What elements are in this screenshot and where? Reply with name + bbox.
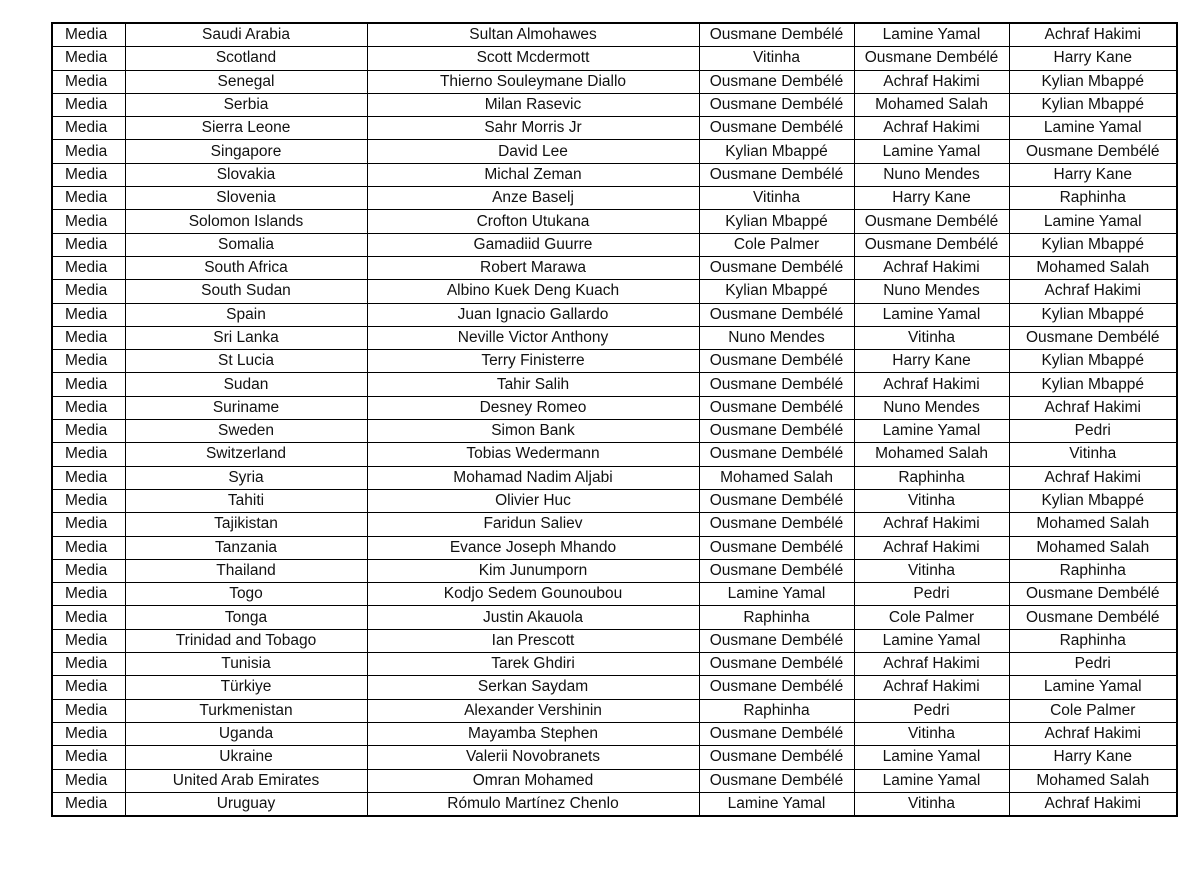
voter-name-cell: Robert Marawa (367, 256, 699, 279)
table-row (52, 536, 1177, 559)
first-choice-cell: Ousmane Dembélé (699, 373, 854, 396)
table-row (52, 466, 1177, 489)
second-choice-cell: Lamine Yamal (854, 420, 1009, 443)
first-choice-cell: Ousmane Dembélé (699, 117, 854, 140)
third-choice-cell: Kylian Mbappé (1009, 489, 1177, 512)
category-cell: Media (52, 303, 125, 326)
third-choice-cell: Mohamed Salah (1009, 513, 1177, 536)
third-choice-cell: Achraf Hakimi (1009, 280, 1177, 303)
second-choice-cell: Lamine Yamal (854, 746, 1009, 769)
country-cell: Solomon Islands (125, 210, 367, 233)
table-row (52, 746, 1177, 769)
table-row (52, 47, 1177, 70)
category-cell: Media (52, 350, 125, 373)
country-cell: Tanzania (125, 536, 367, 559)
first-choice-cell: Ousmane Dembélé (699, 489, 854, 512)
country-cell: South Sudan (125, 280, 367, 303)
country-cell: Sri Lanka (125, 326, 367, 349)
voter-name-cell: Anze Baselj (367, 187, 699, 210)
third-choice-cell: Ousmane Dembélé (1009, 606, 1177, 629)
country-cell: Tajikistan (125, 513, 367, 536)
third-choice-cell: Vitinha (1009, 443, 1177, 466)
first-choice-cell: Lamine Yamal (699, 792, 854, 816)
third-choice-cell: Pedri (1009, 420, 1177, 443)
voter-name-cell: Michal Zeman (367, 163, 699, 186)
voter-name-cell: Desney Romeo (367, 396, 699, 419)
third-choice-cell: Lamine Yamal (1009, 210, 1177, 233)
table-row (52, 280, 1177, 303)
third-choice-cell: Kylian Mbappé (1009, 93, 1177, 116)
first-choice-cell: Ousmane Dembélé (699, 93, 854, 116)
second-choice-cell: Harry Kane (854, 187, 1009, 210)
first-choice-cell: Ousmane Dembélé (699, 536, 854, 559)
category-cell: Media (52, 583, 125, 606)
country-cell: Syria (125, 466, 367, 489)
second-choice-cell: Achraf Hakimi (854, 676, 1009, 699)
category-cell: Media (52, 676, 125, 699)
second-choice-cell: Ousmane Dembélé (854, 47, 1009, 70)
first-choice-cell: Ousmane Dembélé (699, 559, 854, 582)
first-choice-cell: Ousmane Dembélé (699, 769, 854, 792)
first-choice-cell: Ousmane Dembélé (699, 256, 854, 279)
country-cell: Senegal (125, 70, 367, 93)
table-row (52, 489, 1177, 512)
table-row (52, 559, 1177, 582)
second-choice-cell: Pedri (854, 583, 1009, 606)
country-cell: Saudi Arabia (125, 23, 367, 47)
category-cell: Media (52, 792, 125, 816)
second-choice-cell: Raphinha (854, 466, 1009, 489)
second-choice-cell: Achraf Hakimi (854, 653, 1009, 676)
second-choice-cell: Ousmane Dembélé (854, 210, 1009, 233)
category-cell: Media (52, 47, 125, 70)
second-choice-cell: Ousmane Dembélé (854, 233, 1009, 256)
second-choice-cell: Vitinha (854, 792, 1009, 816)
country-cell: Sudan (125, 373, 367, 396)
category-cell: Media (52, 606, 125, 629)
table-row (52, 792, 1177, 816)
first-choice-cell: Ousmane Dembélé (699, 350, 854, 373)
country-cell: Switzerland (125, 443, 367, 466)
second-choice-cell: Lamine Yamal (854, 140, 1009, 163)
first-choice-cell: Ousmane Dembélé (699, 629, 854, 652)
country-cell: Uruguay (125, 792, 367, 816)
third-choice-cell: Mohamed Salah (1009, 256, 1177, 279)
category-cell: Media (52, 187, 125, 210)
votes-table-body (52, 23, 1177, 816)
category-cell: Media (52, 23, 125, 47)
third-choice-cell: Lamine Yamal (1009, 676, 1177, 699)
category-cell: Media (52, 653, 125, 676)
table-row (52, 699, 1177, 722)
first-choice-cell: Kylian Mbappé (699, 210, 854, 233)
table-row (52, 513, 1177, 536)
country-cell: Tahiti (125, 489, 367, 512)
country-cell: Scotland (125, 47, 367, 70)
category-cell: Media (52, 210, 125, 233)
first-choice-cell: Vitinha (699, 47, 854, 70)
third-choice-cell: Mohamed Salah (1009, 536, 1177, 559)
votes-table (51, 22, 1178, 817)
country-cell: Uganda (125, 722, 367, 745)
voter-name-cell: Omran Mohamed (367, 769, 699, 792)
first-choice-cell: Ousmane Dembélé (699, 420, 854, 443)
voter-name-cell: Faridun Saliev (367, 513, 699, 536)
category-cell: Media (52, 256, 125, 279)
second-choice-cell: Cole Palmer (854, 606, 1009, 629)
country-cell: Serbia (125, 93, 367, 116)
third-choice-cell: Kylian Mbappé (1009, 233, 1177, 256)
second-choice-cell: Lamine Yamal (854, 23, 1009, 47)
category-cell: Media (52, 559, 125, 582)
first-choice-cell: Vitinha (699, 187, 854, 210)
voter-name-cell: Scott Mcdermott (367, 47, 699, 70)
third-choice-cell: Achraf Hakimi (1009, 722, 1177, 745)
category-cell: Media (52, 280, 125, 303)
first-choice-cell: Ousmane Dembélé (699, 396, 854, 419)
country-cell: Slovenia (125, 187, 367, 210)
voter-name-cell: Kim Junumporn (367, 559, 699, 582)
second-choice-cell: Achraf Hakimi (854, 513, 1009, 536)
second-choice-cell: Mohamed Salah (854, 443, 1009, 466)
first-choice-cell: Ousmane Dembélé (699, 513, 854, 536)
first-choice-cell: Ousmane Dembélé (699, 676, 854, 699)
country-cell: Tonga (125, 606, 367, 629)
voter-name-cell: Alexander Vershinin (367, 699, 699, 722)
table-row (52, 117, 1177, 140)
country-cell: St Lucia (125, 350, 367, 373)
country-cell: Slovakia (125, 163, 367, 186)
voter-name-cell: Simon Bank (367, 420, 699, 443)
category-cell: Media (52, 70, 125, 93)
table-row (52, 606, 1177, 629)
table-row (52, 676, 1177, 699)
category-cell: Media (52, 163, 125, 186)
table-row (52, 583, 1177, 606)
first-choice-cell: Ousmane Dembélé (699, 443, 854, 466)
country-cell: Spain (125, 303, 367, 326)
second-choice-cell: Vitinha (854, 722, 1009, 745)
category-cell: Media (52, 326, 125, 349)
category-cell: Media (52, 93, 125, 116)
third-choice-cell: Ousmane Dembélé (1009, 326, 1177, 349)
third-choice-cell: Lamine Yamal (1009, 117, 1177, 140)
voter-name-cell: Kodjo Sedem Gounoubou (367, 583, 699, 606)
third-choice-cell: Harry Kane (1009, 746, 1177, 769)
voter-name-cell: Sahr Morris Jr (367, 117, 699, 140)
voter-name-cell: Albino Kuek Deng Kuach (367, 280, 699, 303)
voter-name-cell: Crofton Utukana (367, 210, 699, 233)
voter-name-cell: Thierno Souleymane Diallo (367, 70, 699, 93)
second-choice-cell: Achraf Hakimi (854, 256, 1009, 279)
category-cell: Media (52, 746, 125, 769)
first-choice-cell: Ousmane Dembélé (699, 23, 854, 47)
category-cell: Media (52, 443, 125, 466)
third-choice-cell: Kylian Mbappé (1009, 373, 1177, 396)
second-choice-cell: Nuno Mendes (854, 163, 1009, 186)
voter-name-cell: Serkan Saydam (367, 676, 699, 699)
category-cell: Media (52, 140, 125, 163)
voter-name-cell: Valerii Novobranets (367, 746, 699, 769)
table-row (52, 350, 1177, 373)
country-cell: Somalia (125, 233, 367, 256)
country-cell: Sweden (125, 420, 367, 443)
first-choice-cell: Ousmane Dembélé (699, 653, 854, 676)
voter-name-cell: Tobias Wedermann (367, 443, 699, 466)
table-row (52, 210, 1177, 233)
first-choice-cell: Ousmane Dembélé (699, 163, 854, 186)
table-row (52, 256, 1177, 279)
country-cell: Ukraine (125, 746, 367, 769)
first-choice-cell: Mohamed Salah (699, 466, 854, 489)
voter-name-cell: Gamadiid Guurre (367, 233, 699, 256)
category-cell: Media (52, 769, 125, 792)
third-choice-cell: Raphinha (1009, 559, 1177, 582)
voter-name-cell: Justin Akauola (367, 606, 699, 629)
first-choice-cell: Lamine Yamal (699, 583, 854, 606)
voter-name-cell: Olivier Huc (367, 489, 699, 512)
category-cell: Media (52, 420, 125, 443)
third-choice-cell: Kylian Mbappé (1009, 350, 1177, 373)
third-choice-cell: Raphinha (1009, 629, 1177, 652)
third-choice-cell: Raphinha (1009, 187, 1177, 210)
voter-name-cell: Mohamad Nadim Aljabi (367, 466, 699, 489)
country-cell: Sierra Leone (125, 117, 367, 140)
country-cell: South Africa (125, 256, 367, 279)
country-cell: Trinidad and Tobago (125, 629, 367, 652)
second-choice-cell: Harry Kane (854, 350, 1009, 373)
second-choice-cell: Vitinha (854, 559, 1009, 582)
table-row (52, 373, 1177, 396)
voter-name-cell: Neville Victor Anthony (367, 326, 699, 349)
table-row (52, 303, 1177, 326)
table-row (52, 420, 1177, 443)
third-choice-cell: Pedri (1009, 653, 1177, 676)
first-choice-cell: Raphinha (699, 606, 854, 629)
voter-name-cell: David Lee (367, 140, 699, 163)
table-row (52, 326, 1177, 349)
second-choice-cell: Vitinha (854, 489, 1009, 512)
second-choice-cell: Achraf Hakimi (854, 373, 1009, 396)
category-cell: Media (52, 396, 125, 419)
table-row (52, 653, 1177, 676)
first-choice-cell: Ousmane Dembélé (699, 746, 854, 769)
table-row (52, 93, 1177, 116)
third-choice-cell: Harry Kane (1009, 47, 1177, 70)
voter-name-cell: Milan Rasevic (367, 93, 699, 116)
table-row (52, 396, 1177, 419)
table-row (52, 23, 1177, 47)
table-row (52, 70, 1177, 93)
third-choice-cell: Achraf Hakimi (1009, 792, 1177, 816)
second-choice-cell: Mohamed Salah (854, 93, 1009, 116)
first-choice-cell: Raphinha (699, 699, 854, 722)
third-choice-cell: Achraf Hakimi (1009, 23, 1177, 47)
voter-name-cell: Sultan Almohawes (367, 23, 699, 47)
voter-name-cell: Tarek Ghdiri (367, 653, 699, 676)
second-choice-cell: Lamine Yamal (854, 303, 1009, 326)
first-choice-cell: Kylian Mbappé (699, 280, 854, 303)
category-cell: Media (52, 513, 125, 536)
country-cell: Singapore (125, 140, 367, 163)
third-choice-cell: Achraf Hakimi (1009, 466, 1177, 489)
category-cell: Media (52, 466, 125, 489)
voter-name-cell: Evance Joseph Mhando (367, 536, 699, 559)
table-row (52, 187, 1177, 210)
voter-name-cell: Terry Finisterre (367, 350, 699, 373)
second-choice-cell: Nuno Mendes (854, 396, 1009, 419)
table-row (52, 140, 1177, 163)
category-cell: Media (52, 117, 125, 140)
country-cell: Türkiye (125, 676, 367, 699)
table-row (52, 629, 1177, 652)
voter-name-cell: Rómulo Martínez Chenlo (367, 792, 699, 816)
first-choice-cell: Ousmane Dembélé (699, 70, 854, 93)
second-choice-cell: Lamine Yamal (854, 769, 1009, 792)
second-choice-cell: Achraf Hakimi (854, 117, 1009, 140)
table-row (52, 722, 1177, 745)
first-choice-cell: Ousmane Dembélé (699, 303, 854, 326)
third-choice-cell: Ousmane Dembélé (1009, 140, 1177, 163)
voter-name-cell: Juan Ignacio Gallardo (367, 303, 699, 326)
category-cell: Media (52, 536, 125, 559)
category-cell: Media (52, 489, 125, 512)
second-choice-cell: Pedri (854, 699, 1009, 722)
third-choice-cell: Kylian Mbappé (1009, 70, 1177, 93)
country-cell: United Arab Emirates (125, 769, 367, 792)
second-choice-cell: Nuno Mendes (854, 280, 1009, 303)
first-choice-cell: Cole Palmer (699, 233, 854, 256)
category-cell: Media (52, 699, 125, 722)
category-cell: Media (52, 233, 125, 256)
second-choice-cell: Achraf Hakimi (854, 70, 1009, 93)
country-cell: Thailand (125, 559, 367, 582)
first-choice-cell: Nuno Mendes (699, 326, 854, 349)
table-row (52, 233, 1177, 256)
table-row (52, 443, 1177, 466)
third-choice-cell: Cole Palmer (1009, 699, 1177, 722)
voter-name-cell: Tahir Salih (367, 373, 699, 396)
country-cell: Tunisia (125, 653, 367, 676)
voter-name-cell: Ian Prescott (367, 629, 699, 652)
third-choice-cell: Mohamed Salah (1009, 769, 1177, 792)
table-row (52, 769, 1177, 792)
third-choice-cell: Achraf Hakimi (1009, 396, 1177, 419)
second-choice-cell: Achraf Hakimi (854, 536, 1009, 559)
first-choice-cell: Kylian Mbappé (699, 140, 854, 163)
country-cell: Suriname (125, 396, 367, 419)
first-choice-cell: Ousmane Dembélé (699, 722, 854, 745)
third-choice-cell: Harry Kane (1009, 163, 1177, 186)
country-cell: Turkmenistan (125, 699, 367, 722)
third-choice-cell: Ousmane Dembélé (1009, 583, 1177, 606)
second-choice-cell: Lamine Yamal (854, 629, 1009, 652)
table-row (52, 163, 1177, 186)
second-choice-cell: Vitinha (854, 326, 1009, 349)
third-choice-cell: Kylian Mbappé (1009, 303, 1177, 326)
category-cell: Media (52, 629, 125, 652)
category-cell: Media (52, 722, 125, 745)
voter-name-cell: Mayamba Stephen (367, 722, 699, 745)
country-cell: Togo (125, 583, 367, 606)
category-cell: Media (52, 373, 125, 396)
